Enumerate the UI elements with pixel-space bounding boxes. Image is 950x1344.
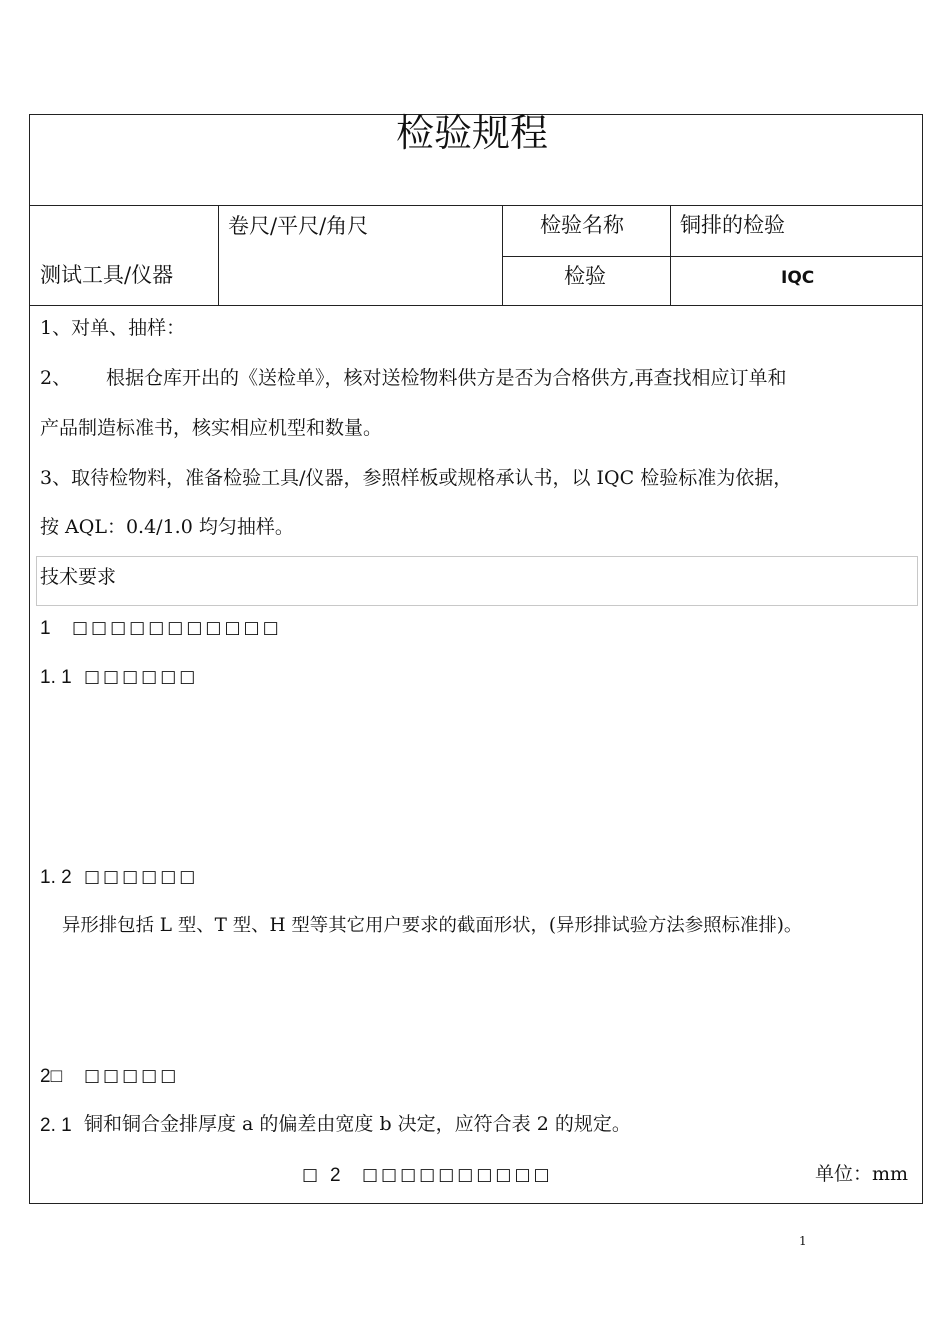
tools-value: 卷尺/平尺/角尺 <box>228 214 369 238</box>
page-number: 1 <box>799 1234 807 1248</box>
step-3-text: 3、取待检物料，准备检验工具/仪器，参照样板或规格承认书，以 IQC 检验标准为依据， <box>40 467 793 489</box>
inspection-name-value: 铜排的检验 <box>680 213 785 237</box>
table-caption-text: □□□□□□□□□□ <box>362 1165 553 1185</box>
header-bottom-divider <box>29 305 923 306</box>
header-col-3 <box>670 205 671 305</box>
document-title: 检验规程 <box>396 111 549 155</box>
section-2-heading: □□□□□ <box>84 1066 180 1086</box>
step-3-continued: 按 AQL：0.4/1.0 均匀抽样。 <box>40 516 294 538</box>
section-2-1-number: 2. 1 <box>40 1115 72 1136</box>
header-col-2 <box>502 205 503 305</box>
step-2-number: 2、 <box>40 367 72 389</box>
header-col-1 <box>218 205 219 305</box>
section-2-number: 2□ <box>40 1066 63 1087</box>
section-2-1-body: 铜和铜合金排厚度 a 的偏差由宽度 b 决定，应符合表 2 的规定。 <box>84 1113 631 1135</box>
tech-requirements-box <box>36 556 918 606</box>
section-1-2-number: 1. 2 <box>40 867 72 888</box>
header-mid-divider <box>502 256 923 257</box>
inspection-type-label: 检验 <box>564 264 606 288</box>
section-1-1-number: 1. 1 <box>40 667 72 688</box>
step-1: 1、对单、抽样： <box>40 317 186 339</box>
unit-label: 单位：mm <box>815 1163 909 1185</box>
step-2-text: 根据仓库开出的《送检单》，核对送检物料供方是否为合格供方,再查找相应订单和 <box>106 367 787 389</box>
section-1-number: 1 <box>40 618 51 639</box>
inspection-type-value: IQC <box>781 268 815 288</box>
section-1-heading: □□□□□□□□□□□ <box>72 618 282 638</box>
section-1-2-body: 异形排包括 L 型、T 型、H 型等其它用户要求的截面形状，(异形排试验方法参照标准排)。 <box>62 915 803 936</box>
section-1-2-heading: □□□□□□ <box>84 867 199 887</box>
step-2-continued: 产品制造标准书，核实相应机型和数量。 <box>40 417 383 439</box>
inspection-name-label: 检验名称 <box>540 213 624 237</box>
title-divider <box>29 205 923 206</box>
section-1-1-heading: □□□□□□ <box>84 667 199 687</box>
table-caption-prefix: □ <box>302 1165 322 1185</box>
table-caption-number: 2 <box>330 1165 341 1186</box>
tools-label: 测试工具/仪器 <box>40 263 174 287</box>
tech-requirements-label: 技术要求 <box>40 566 117 588</box>
